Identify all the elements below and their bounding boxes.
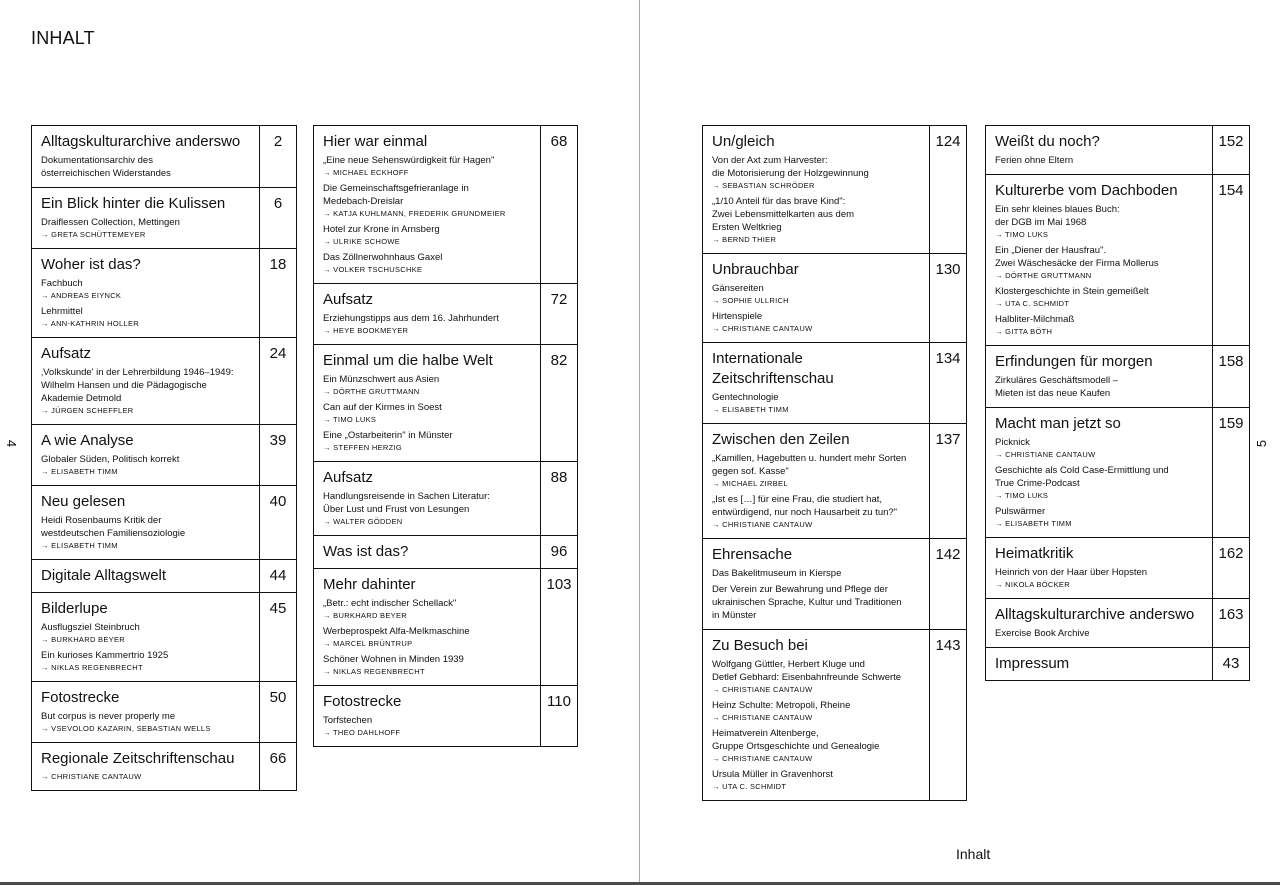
toc-subentry [41,277,250,302]
toc-subentry [995,374,1203,400]
toc-entry-title: Was ist das? [323,543,409,560]
page-number-right: 5 [1254,439,1270,448]
toc-entry[interactable] [702,423,967,539]
toc-subentry-title: Von der Axt zum Harvester: die Motorisierung der Holzgewinnung [712,155,869,179]
toc-subentry [712,493,920,531]
toc-subentry [995,566,1203,591]
toc-page-number: 82 [540,345,577,461]
toc-subentry-title: Ein „Diener der Hausfrau". Zwei Wäschesäcke der Firma Mollerus [995,245,1159,269]
toc-subentry-title: Geschichte als Cold Case-Ermittlung und True Crime-Podcast [995,465,1169,489]
toc-page-number: 154 [1212,175,1249,345]
toc-entry[interactable] [31,592,297,682]
toc-subentry-author: → HEYE BOOKMEYER [323,326,409,335]
toc-entry-content [32,188,259,248]
toc-subentry [41,649,250,674]
toc-entry-content [703,630,929,800]
toc-subentry-author: → BERND THIER [712,235,777,244]
toc-subentry-author: → MARCEL BRÜNTRUP [323,639,413,648]
toc-subentry-author: → UTA C. SCHMIDT [712,782,787,791]
toc-entry[interactable] [31,424,297,486]
toc-subentry-author: → ELISABETH TIMM [41,541,118,550]
toc-subentry-title: Dokumentationsarchiv des österreichischen Widerstandes [41,155,171,179]
toc-entry[interactable] [985,647,1250,681]
toc-entry[interactable] [985,537,1250,599]
toc-entry-content [32,338,259,424]
toc-entry[interactable] [31,742,297,791]
toc-entry-title: Aufsatz [323,469,374,486]
toc-subentry-author: → CHRISTIANE CANTAUW [712,685,813,694]
toc-entry-title: Heimatkritik [995,545,1074,562]
toc-subentry-title: Torfstechen [323,715,373,726]
toc-entry-title: Digitale Alltagswelt [41,567,167,584]
toc-page-number: 162 [1212,538,1249,598]
toc-subentry [712,567,920,580]
toc-subentry-title: Handlungsreisende in Sachen Literatur: Über Lust und Frust von Lesungen [323,491,490,515]
toc-subentry-author: → DÖRTHE GRUTTMANN [995,271,1092,280]
toc-page-number: 137 [929,424,966,538]
toc-entry[interactable] [31,559,297,593]
toc-subentry-author: → CHRISTIANE CANTAUW [41,772,142,781]
toc-entry[interactable] [313,283,578,345]
toc-subentry-author: → ANN-KATHRIN HOLLER [41,319,139,328]
toc-subentry-title: „Ist es […] für eine Frau, die studiert hat, entwürdigend, nur noch Hausarbeit zu tun?" [712,494,898,518]
toc-subentry-author: → KATJA KUHLMANN, FREDERIK GRUNDMEIER [323,209,506,218]
toc-entry[interactable] [31,337,297,425]
toc-page-number: 66 [259,743,296,790]
toc-entry-title: Fotostrecke [41,689,120,706]
toc-subentry-author: → CHRISTIANE CANTAUW [712,713,813,722]
toc-entry-title: Aufsatz [323,291,374,308]
toc-entry-title: Regionale Zeitschriftenschau [41,750,235,767]
toc-entry-content [32,682,259,742]
toc-subentry-title: Pulswärmer [995,506,1046,517]
toc-entry-content [314,536,540,568]
toc-subentry-title: „1/10 Anteil für das brave Kind": Zwei Lebensmittelkarten aus dem Ersten Weltkrieg [712,196,855,233]
toc-page-number: 110 [540,686,577,746]
toc-subentry-author: → JÜRGEN SCHEFFLER [41,406,134,415]
toc-entry-content [32,126,259,187]
toc-page-number: 103 [540,569,577,685]
toc-subentry-title: „Kamillen, Hagebutten u. hundert mehr Sorten gegen sof. Kasse" [712,453,907,477]
toc-entry-title: Aufsatz [41,345,92,362]
toc-page-number: 43 [1212,648,1249,680]
toc-subentry [323,490,531,528]
running-footer: Inhalt [956,846,991,862]
toc-column-1 [31,125,297,791]
toc-entry-title: Kulturerbe vom Dachboden [995,182,1178,199]
toc-subentry [41,154,250,180]
toc-entry-title: Hier war einmal [323,133,428,150]
toc-entry-title: Woher ist das? [41,256,141,273]
toc-subentry-title: Eine „Ostarbeiterin" in Münster [323,430,453,441]
toc-subentry-title: Die Gemeinschaftsgefrieranlage in Medebach-Dreislar [323,183,469,207]
toc-entry[interactable] [702,629,967,801]
toc-entry-content [32,249,259,337]
toc-entry-content [703,254,929,342]
toc-entry[interactable] [31,125,297,188]
toc-subentry [323,401,531,426]
toc-page-number: 50 [259,682,296,742]
toc-subentry-title: Wolfgang Güttler, Herbert Kluge und Detlef Gebhard: Eisenbahnfreunde Schwerte [712,659,902,683]
toc-subentry-title: Exercise Book Archive [995,628,1090,639]
toc-subentry-title: Ferien ohne Eltern [995,155,1074,166]
toc-subentry [323,154,531,179]
toc-page-number: 2 [259,126,296,187]
toc-subentry-author: → DÖRTHE GRUTTMANN [323,387,420,396]
toc-subentry [995,154,1203,167]
toc-subentry-title: Halbliter-Milchmaß [995,314,1075,325]
toc-page-number: 143 [929,630,966,800]
toc-entry-title: Weißt du noch? [995,133,1100,150]
toc-page-number: 18 [259,249,296,337]
toc-page-number: 72 [540,284,577,344]
toc-subentry [41,710,250,735]
toc-subentry-title: Das Zöllnerwohnhaus Gaxel [323,252,443,263]
toc-entry-content [314,126,540,283]
toc-entry-content [32,743,259,790]
toc-subentry-author: → NIKLAS REGENBRECHT [41,663,143,672]
toc-entry-content [986,648,1212,680]
toc-subentry [995,436,1203,461]
toc-entry-content [314,462,540,535]
toc-subentry [323,625,531,650]
toc-subentry [41,305,250,330]
toc-subentry-author: → ELISABETH TIMM [712,405,789,414]
toc-page-number: 163 [1212,599,1249,647]
toc-entry-content [32,486,259,559]
toc-subentry [41,621,250,646]
toc-subentry-title: But corpus is never properly me [41,711,176,722]
toc-entry[interactable] [31,248,297,338]
toc-subentry-title: Gänsereiten [712,283,764,294]
toc-entry[interactable] [313,568,578,686]
toc-subentry-title: Heinz Schulte: Metropoli, Rheine [712,700,851,711]
toc-subentry-author: → SEBASTIAN SCHRÖDER [712,181,815,190]
toc-subentry-title: Der Verein zur Bewahrung und Pflege der ukrainischen Sprache, Kultur und Traditionen in Münster [712,584,902,621]
toc-entry-title: Un/gleich [712,133,775,150]
toc-page-number: 124 [929,126,966,253]
toc-page-number: 44 [259,560,296,592]
toc-subentry-title: Lehrmittel [41,306,83,317]
toc-entry-title: Zu Besuch bei [712,637,808,654]
toc-subentry-author: → TIMO LUKS [995,230,1049,239]
toc-subentry-title: Draiflessen Collection, Mettingen [41,217,180,228]
toc-entry-content [986,538,1212,598]
toc-subentry [41,514,250,552]
toc-subentry [995,505,1203,530]
toc-entry[interactable] [702,253,967,343]
toc-entry-title: Ein Blick hinter die Kulissen [41,195,226,212]
toc-subentry-title: ‚Volkskunde' in der Lehrerbildung 1946–1949: Wilhelm Hansen und die Pädagogische Akademie Detmold [41,367,234,404]
toc-subentry-author: → ELISABETH TIMM [995,519,1072,528]
toc-page-number: 130 [929,254,966,342]
toc-subentry-author: → CHRISTIANE CANTAUW [995,450,1096,459]
toc-subentry [712,391,920,416]
toc-subentry [712,699,920,724]
toc-subentry-title: Ein Münzschwert aus Asien [323,374,440,385]
toc-entry-title: Neu gelesen [41,493,126,510]
toc-column-2 [313,125,578,747]
toc-entry-title: Bilderlupe [41,600,108,617]
toc-entry[interactable] [313,344,578,462]
toc-entry-content [986,408,1212,537]
toc-page-number: 159 [1212,408,1249,537]
toc-subentry-title: Can auf der Kirmes in Soest [323,402,442,413]
toc-subentry-author: → NIKLAS REGENBRECHT [323,667,425,676]
toc-subentry-title: Heinrich von der Haar über Hopsten [995,567,1148,578]
toc-page-number: 39 [259,425,296,485]
toc-entry-content [986,599,1212,647]
toc-subentry-author: → STEFFEN HERZIG [323,443,402,452]
toc-subentry-author: → ANDREAS EIYNCK [41,291,122,300]
toc-subentry-author: → SOPHIE ULLRICH [712,296,789,305]
toc-subentry-author: → CHRISTIANE CANTAUW [712,520,813,529]
toc-entry-content [32,593,259,681]
toc-subentry-author: → GRETA SCHÜTTEMEYER [41,230,146,239]
toc-subentry-author: → BURKHARD BEYER [323,611,407,620]
toc-entry-title: A wie Analyse [41,432,134,449]
toc-subentry [41,216,250,241]
toc-entry-title: Alltagskulturarchive anderswo [995,606,1195,623]
toc-entry-title: Einmal um die halbe Welt [323,352,493,369]
toc-subentry-author: → BURKHARD BEYER [41,635,125,644]
toc-entry-title: Fotostrecke [323,693,402,710]
toc-subentry-title: Fachbuch [41,278,83,289]
toc-entry-title: Impressum [995,655,1070,672]
toc-subentry-author: → UTA C. SCHMIDT [995,299,1070,308]
toc-entry-content [32,560,259,592]
toc-subentry [995,203,1203,241]
toc-page-number: 45 [259,593,296,681]
toc-entry[interactable] [702,125,967,254]
toc-entry[interactable] [313,535,578,569]
toc-entry-title: Zwischen den Zeilen [712,431,850,448]
toc-subentry [41,771,250,783]
toc-subentry-title: Klostergeschichte in Stein gemeißelt [995,286,1149,297]
toc-page-number: 24 [259,338,296,424]
book-spine [639,0,640,885]
toc-entry-content [703,539,929,629]
toc-subentry [712,310,920,335]
toc-entry[interactable] [31,187,297,249]
toc-subentry-title: Heidi Rosenbaums Kritik der westdeutschen Familiensoziologie [41,515,186,539]
toc-subentry-author: → TIMO LUKS [995,491,1049,500]
toc-subentry-author: → NIKOLA BÖCKER [995,580,1070,589]
toc-entry-title: Mehr dahinter [323,576,416,593]
toc-subentry-title: Gentechnologie [712,392,779,403]
toc-entry-title: Internationale Zeitschriftenschau [712,350,834,387]
toc-subentry-title: Ein sehr kleines blaues Buch: der DGB im Mai 1968 [995,204,1120,228]
toc-subentry-title: Ursula Müller in Gravenhorst [712,769,833,780]
toc-subentry [995,627,1203,640]
toc-entry-content [314,569,540,685]
toc-column-4 [985,125,1250,681]
toc-entry[interactable] [313,685,578,747]
toc-subentry-title: Das Bakelitmuseum in Kierspe [712,568,842,579]
toc-subentry [41,366,250,417]
toc-column-3 [702,125,967,801]
toc-entry-title: Erfindungen für morgen [995,353,1153,370]
toc-subentry-author: → ULRIKE SCHOWE [323,237,401,246]
toc-subentry [712,452,920,490]
toc-subentry [712,583,920,622]
toc-subentry-author: → TIMO LUKS [323,415,377,424]
toc-subentry [323,429,531,454]
toc-entry-title: Alltagskulturarchive anderswo [41,133,241,150]
toc-subentry [712,154,920,192]
toc-page-number: 134 [929,343,966,423]
toc-subentry [41,453,250,478]
toc-subentry-title: Erziehungstipps aus dem 16. Jahrhundert [323,313,499,324]
toc-entry[interactable] [702,538,967,630]
toc-subentry [323,653,531,678]
toc-subentry [323,223,531,248]
toc-entry[interactable] [313,461,578,536]
toc-subentry-title: Zirkuläres Geschäftsmodell – Mieten ist das neue Kaufen [995,375,1119,399]
toc-subentry-title: Werbeprospekt Alfa-Melkmaschine [323,626,470,637]
toc-entry-title: Unbrauchbar [712,261,799,278]
toc-page-number: 158 [1212,346,1249,407]
toc-subentry-author: → ELISABETH TIMM [41,467,118,476]
toc-subentry [995,285,1203,310]
toc-subentry [712,195,920,246]
toc-subentry [323,182,531,220]
toc-entry[interactable] [985,598,1250,648]
toc-entry-content [986,126,1212,174]
toc-page-number: 152 [1212,126,1249,174]
toc-subentry [995,244,1203,282]
toc-entry-content [314,284,540,344]
toc-subentry-author: → WALTER GÖDDEN [323,517,403,526]
toc-subentry-title: „Eine neue Sehenswürdigkeit für Hagen" [323,155,495,166]
toc-page-number: 6 [259,188,296,248]
toc-entry[interactable] [31,485,297,560]
toc-subentry-author: → MICHAEL ZIRBEL [712,479,788,488]
toc-subentry [712,282,920,307]
toc-entry-content [986,175,1212,345]
toc-page-number: 96 [540,536,577,568]
toc-entry[interactable] [985,125,1250,175]
toc-subentry-title: „Betr.: echt indischer Schellack" [323,598,457,609]
toc-subentry-author: → MICHAEL ECKHOFF [323,168,409,177]
toc-subentry [712,768,920,793]
toc-subentry [323,312,531,337]
toc-subentry-author: → CHRISTIANE CANTAUW [712,324,813,333]
toc-subentry [995,464,1203,502]
toc-subentry-title: Hotel zur Krone in Arnsberg [323,224,440,235]
toc-entry-content [314,345,540,461]
toc-subentry-title: Hirtenspiele [712,311,763,322]
toc-entry[interactable] [313,125,578,284]
toc-subentry [323,373,531,398]
toc-page-number: 88 [540,462,577,535]
toc-subentry-author: → GITTA BÖTH [995,327,1053,336]
toc-entry[interactable] [31,681,297,743]
toc-entry-content [32,425,259,485]
toc-entry[interactable] [985,345,1250,408]
toc-subentry-title: Heimatverein Altenberge, Gruppe Ortsgeschichte und Genealogie [712,728,880,752]
toc-subentry-author: → VSEVOLOD KAZARIN, SEBASTIAN WELLS [41,724,211,733]
toc-page-number: 68 [540,126,577,283]
toc-subentry-author: → THEO DAHLHOFF [323,728,401,737]
page-title: INHALT [31,28,95,48]
toc-entry[interactable] [702,342,967,424]
toc-entry-content [986,346,1212,407]
toc-subentry-title: Schöner Wohnen in Minden 1939 [323,654,464,665]
toc-subentry [323,251,531,276]
toc-entry-content [703,424,929,538]
toc-subentry [323,714,531,739]
toc-subentry [995,313,1203,338]
toc-subentry-title: Picknick [995,437,1030,448]
toc-page-number: 142 [929,539,966,629]
toc-subentry-author: → VOLKER TSCHUSCHKE [323,265,423,274]
toc-subentry [323,597,531,622]
toc-subentry [712,727,920,765]
toc-page-number: 40 [259,486,296,559]
toc-subentry-title: Ausflugsziel Steinbruch [41,622,140,633]
toc-subentry-title: Ein kurioses Kammertrio 1925 [41,650,169,661]
toc-subentry [712,658,920,696]
toc-entry[interactable] [985,174,1250,346]
toc-subentry-title: Globaler Süden, Politisch korrekt [41,454,180,465]
page-number-left: 4 [4,439,20,448]
toc-entry[interactable] [985,407,1250,538]
toc-entry-content [314,686,540,746]
toc-entry-content [703,343,929,423]
toc-entry-title: Ehrensache [712,546,793,563]
toc-entry-content [703,126,929,253]
toc-subentry-author: → CHRISTIANE CANTAUW [712,754,813,763]
toc-entry-title: Macht man jetzt so [995,415,1121,432]
